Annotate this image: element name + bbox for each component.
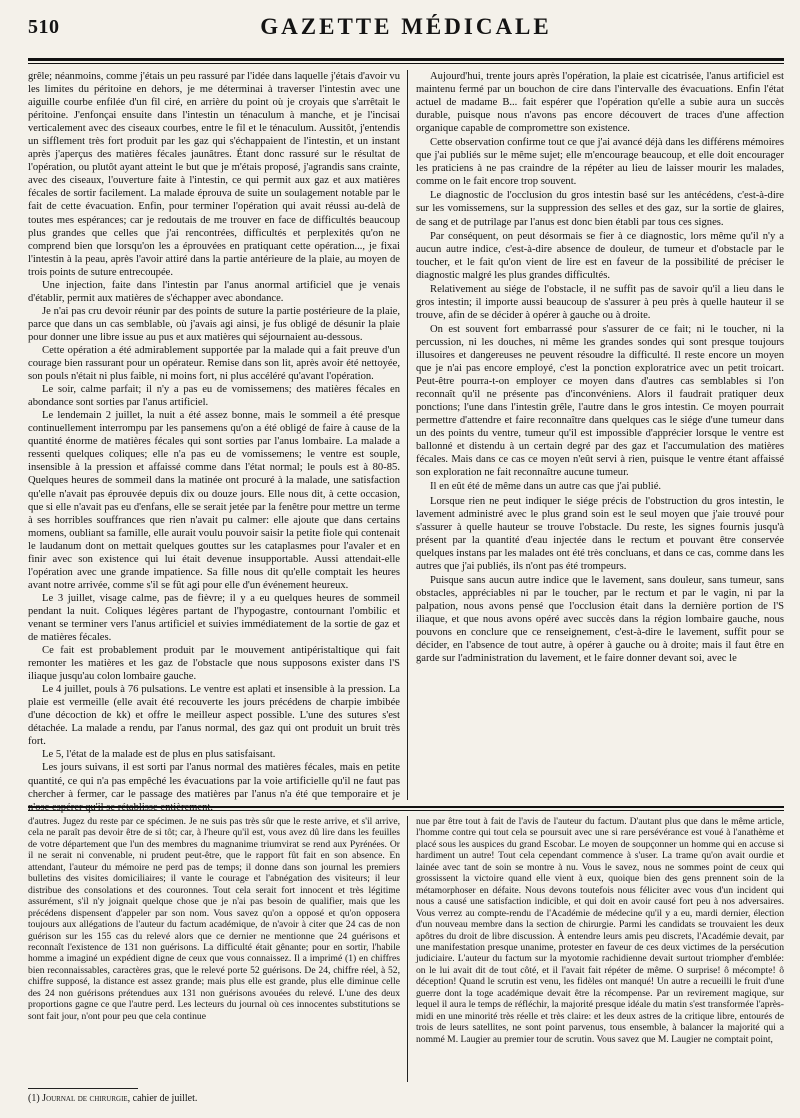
page-number: 510 xyxy=(28,16,60,38)
paragraph: nue par être tout à fait de l'avis de l'auteur du factum. D'autant plus que dans le même article, l'homme contre qui tout cela se poursuit avec une si rare persévérance est voué à l'anathème et placé sous les auspices du grand Escobar. Le moyen de soupçonner un homme qui en accuse si hardiment un autre! Tout cela cependant commence à s'user. La trame qu'on avait ourdie et lainée avec tant de soin se montre à nu. Vous le savez, nous ne sommes point de ceux qui grossissent la victoire quand elle vient à eux, quoique bien des gens prennent soin de la métamorphoser en défaite. Nous devons toutefois nous féliciter avec vous d'un incident qui nous a causé une satisfaction indicible, et qui doit en avoir causé fort peu à nos adversaires. Vous verrez au compte-rendu de l'Académie de médecine qu'il y a eu, mardi dernier, élection d'un nouveau membre dans la section de chirurgie. Parmi les candidats se trouvaient les deux apôtres du droit de libre discussion. À entendre leurs amis peu discrets, l'Académie devait, par une manifestation presque unanime, protester en faveur de ces deux victimes de la persécution judiciaire. L'auteur du factum sur la myotomie rachidienne devait surtout triompher d'emblée: on le lui avait dit de tout côté, et il l'avait fait répéter de même. O surprise! ô mécompte! ô déception! Quand le scrutin est venu, les fidèles ont manqué! Un autre a recueilli le fruit d'une guerre dont la toge académique devait être la récompense. Par un revirement magique, sur lequel il aura le temps de réfléchir, la majorité presque idéale du matin s'est transformée l'après-midi en une minorité très réelle et très claire: et les deux astres de la critique libre, entourés de trois de leurs satellites, ne sont point parvenus, tous ensemble, à balancer la majorité qui a nommé M. Laugier au premier tour de scrutin. Vous savez que M. Laugier ne comptait point, xyxy=(416,816,784,1045)
feuilleton-left-column xyxy=(28,816,400,1082)
page-header xyxy=(28,14,784,48)
footnote-text: , cahier de juillet. xyxy=(127,1093,198,1104)
paragraph: Cette observation confirme tout ce que j'ai avancé déjà dans les différens mémoires que j'ai publiés sur le même sujet; elle m'encourage beaucoup, et elle doit encourager les praticiens à ne pas craindre de la répéter au lieu de laisser mourir les malades, comme on le fait encore trop souvent. xyxy=(416,137,784,188)
column-divider xyxy=(407,70,408,800)
feuilleton-rule-thin xyxy=(28,810,784,811)
paragraph: Aujourd'hui, trente jours après l'opération, la plaie est cicatrisée, l'anus artificiel est maintenu fermé par un bouchon de cire dans l'intervalle des évacuations. Enfin l'état actuel de madame B... fait espérer que l'opération qu'elle a subie aura un succès durable, puisque nous n'avons pas encore découvert de traces d'une affection organique capable de compromettre son existence. xyxy=(416,71,784,135)
footnote-rule xyxy=(28,1088,138,1089)
paragraph: Lorsque rien ne peut indiquer le siége précis de l'obstruction du gros intestin, le lavement administré avec le plus grand soin est le seul moyen que j'aie trouvé pour s'assurer à quelle hauteur se trouve l'obstacle. Du reste, les signes fournis jusqu'à présent par la quantité d'eau injectée dans le rectum et pouvant être conservée quelques instans par les malades ont été très concluans, et dans ce cas, comme dans les autres que j'ai publiés, ils n'ont pas été trompeurs. xyxy=(416,495,785,572)
footnote-source: Journal de chirurgie xyxy=(42,1093,128,1104)
paragraph: d'autres. Jugez du reste par ce spécimen. Je ne suis pas très sûr que le reste arrive, et s'il arrive, cela ne paraît pas devoir être de si tôt; car, à l'heure qu'il est, vous avez dû lire dans les feuilles de votre département que l'un des membres du magnanime triumvirat se rend aux Pyrénées. Or il ne serait ni convenable, ni prudent peut-être, que le rapport fût fait en son absence. En attendant, l'auteur du mémoire ne perd pas de temps; il donne dans son journal les premiers bulletins des visites domiciliaires; il vante le courage et l'abnégation des visiteurs; il leur distribue des consolations et des couronnes. Tout cela serait fort innocent et très légitime assurément, s'il n'y joignait quelque chose que je n'ai pas besoin de qualifier, mais que les précédens dispensent d'appeler par son nom. Vous savez qu'on a opposé et qu'on opposera toujours aux allégations de l'auteur du factum académique, de n'avoir à citer que 24 cas de non guérison sur les 155 cas du relevé alors que ce dernier ne mentionne que 24 guérisons et reconnaît l'existence de 131 non guérisons. La difficulté était gênante; pour en sortir, l'habile homme a imaginé un expédient digne de ceux que vous connaissez. Il a imprimé (1) en chiffres bien reconnaissables, caractères gras, que le relevé porte 52 guérisons. De 24, chiffre réel, à 52, chiffre supposé, la distance est assez grande; mais plus elle est grande, plus elle diminue celle des 24 non guérisons prétendues aux 131 non guérisons avouées du relevé. L'une des deux proportions gagne ce que l'autre perd. Les lecteurs du journal où ces innocentes substitutions se sont fait jour, n'ont pour peu que cela continue xyxy=(28,816,400,1022)
main-article-right-column xyxy=(416,70,784,800)
paragraph: Le 5, l'état de la malade est de plus en plus satisfaisant. xyxy=(42,749,276,761)
paragraph: Le soir, calme parfait; il n'y a pas eu de vomissemens; des matières fécales en abondance sont sorties par l'anus artificiel. xyxy=(28,384,400,409)
paragraph: Par conséquent, on peut désormais se fier à ce diagnostic, lors même qu'il n'y a aucun autre indice, c'est-à-dire absence de douleur, de tumeur et d'obstacle par le toucher, et le fait qu'on vient de lire est en faveur de la possibilité de préciser le diagnostic malgré les plus grandes difficultés. xyxy=(416,230,784,281)
footnote xyxy=(28,1093,400,1105)
feuilleton-rule-thick xyxy=(28,806,784,808)
paragraph: Relativement au siége de l'obstacle, il ne suffit pas de savoir qu'il a lieu dans le gros intestin; il importe aussi beaucoup de s'assurer à peu près à quelle hauteur il se trouve, afin de se décider à opérer à gauche ou à droite. xyxy=(416,283,784,321)
paragraph: Les jours suivans, il est sorti par l'anus normal des matières fécales, mais en petite quantité, ce qui n'a pas empêché les évacuations par la voie artificielle qu'il ne faut pas chercher à fermer, car le passage des matières par l'anus n'a été que temporaire et je n'ose espérer qu'il se rétablisse entièrement. xyxy=(28,762,400,813)
paragraph: Ce fait est probablement produit par le mouvement antipéristaltique qui fait remonter les matières et les gaz de l'obstacle que nous supposons exister dans l'S iliaque jusqu'au colon lombaire gauche. xyxy=(28,645,400,683)
feuilleton-right-column xyxy=(416,816,784,1082)
journal-title: GAZETTE MÉDICALE xyxy=(260,14,552,39)
paragraph: Puisque sans aucun autre indice que le lavement, sans douleur, sans tumeur, sans obstacles, appréciables ni par le toucher, par le rectum et par le vagin, ni par la palpation, nous avons pensé que l'occlusion était dans la dernière portion de l'S iliaque, et que nous avons opéré avec succès dans la région lombaire gauche, nous pouvons en conclure que ce renseignement, c'est-à-dire le lavement, suffit pour se décider, en l'absence de tout autre, à opérer à gauche ou à droite; mais il faut être en garde sur l'administration du lavement, et le faire donner devant soi, avec le xyxy=(416,574,784,665)
paragraph: Le 3 juillet, visage calme, pas de fièvre; il y a eu quelques heures de sommeil pendant la nuit. Coliques légères partant de l'hypogastre, contournant l'ombilic et venant se terminer vers l'anus artificiel et suivies immédiatement de la sortie de gaz et de matières fécales. xyxy=(28,592,400,644)
paragraph: Je n'ai pas cru devoir réunir par des points de suture la partie postérieure de la plaie, parce que dans un cas semblable, où j'avais agi ainsi, je fus obligé de désunir la plaie pour donner une libre issue au pus et aux matières qui séjournaient au-dessous. xyxy=(28,305,400,343)
paragraph: Une injection, faite dans l'intestin par l'anus anormal artificiel que je venais d'établir, permit aux matières de s'échapper avec abondance. xyxy=(28,279,400,304)
paragraph: Il en eût été de même dans un autre cas que j'ai publié. xyxy=(430,481,662,493)
main-article xyxy=(28,70,785,813)
feuilleton xyxy=(28,816,784,1082)
header-rule-thick xyxy=(28,58,784,61)
column-divider xyxy=(407,816,408,1082)
paragraph: grêle; néanmoins, comme j'étais un peu rassuré par l'idée dans laquelle j'étais d'avoir vu les limites du péritoine en dehors, je me déterminai à traverser l'intestin avec une aiguille courbe enfilée d'un fil ciré, en arrière du point où je croyais que s'arrêtait le péritoine. J'enfonçai ensuite dans l'intestin un ténaculum à manche, et je l'incisai verticalement avec des ciseaux courbes, entre le fil et le ténaculum. Aussitôt, j'entendis un sifflement très fort produit par les gaz qui s'échappaient de l'intestin, et un instant après j'aperçus des matières fécales jaunâtres. Étant donc rassuré sur le résultat de l'opération, ou plutôt ayant atteint le but que je m'étais proposé, j'agrandis sans crainte, avec des ciseaux, l'ouverture faite à l'intestin, ce qui permit aux gaz et aux matières fécales de sortir facilement. La malade éprouva de suite un soulagement notable par le fait de cette évacuation. Enfin, pour terminer l'opération qui avait réussi au-delà de toutes mes espérances; car je redoutais de me trouver en face de difficultés beaucoup plus grandes que celles que j'ai rencontrées, difficultés et perplexités qu'on ne comprend bien que lorsqu'on les a éprouvées en pratiquant cette opération..., je fixai l'intestin à la peau, après l'avoir attiré dans la partie antérieure de la plaie, au moyen de trois points de suture entrecoupée. xyxy=(28,71,400,278)
footnote-marker: (1) xyxy=(28,1093,40,1104)
newspaper-page xyxy=(28,14,784,1110)
paragraph: Le lendemain 2 juillet, la nuit a été assez bonne, mais le sommeil a été presque continuellement interrompu par les pansemens qu'on a été obligé de faire à cause de la quantité énorme de matières fécales qui sont sorties par l'anus lombaire. La malade a ressenti quelques coliques; elle n'a pas eu de vomissemens; le ventre est souple, insensible à la pression et affaissé comme dans l'état normal; le pouls est à 80-85. Quelques heures de sommeil dans la matinée ont procuré à la malade, une satisfaction qu'elle n'avait pas éprouvée depuis dix ou douze jours. Elle nous dit, à cette occasion, que si elle n'avait pas eu d'enfans, elle se serait jetée par la fenêtre pour mettre un terme à ses horribles souffrances que rien n'avait pu calmer: elle ajoute que dans certains momens, oubliant sa famille, elle aurait voulu pouvoir saisir la petite fiole qui contenait le laudanum dont on mettait quelques gouttes sur les cataplasmes pour l'avaler et en finir avec son existence qui lui était devenue insupportable. Aussi attendait-elle l'opération avec une grande impatience. Sa fille nous dit qu'elle comptait les heures avant notre arrivée, comme s'il se fût agi pour elle d'un événement heureux. xyxy=(28,410,400,591)
header-rule-thin xyxy=(28,63,784,64)
paragraph: Le 4 juillet, pouls à 76 pulsations. Le ventre est aplati et insensible à la pression. La plaie est vermeille (elle avait été recouverte les jours précédens de charpie imbibée d'une décoction de kk) et offre le meilleur aspect possible. L'une des sutures s'est détachée. La malade a rendu, par l'anus normal, des gaz qui ont produit un bruit très fort. xyxy=(28,684,400,748)
paragraph: On est souvent fort embarrassé pour s'assurer de ce fait; ni le toucher, ni la percussion, ni les douches, ni même les grandes sondes qui sont presque toujours illusoires et dangereuses ne peuvent résoudre la difficulté. Il reste encore un moyen que je n'ai pas encore employé, c'est la ponction exploratrice avec un petit troicart. Peut-être pourra-t-on employer ce moyen dans d'autres cas semblables si l'on reconnaît qu'il ne présente pas d'inconvéniens. Alors il faudrait pratiquer deux ponctions; l'une dans l'intestin grêle, l'autre dans le gros intestin. Ce moyen pourrait permettre d'attendre et faire reconnaître dans quelques cas le siége d'une tumeur dans un des points du ventre, tumeur qu'il est impossible d'apprécier lorsque le ventre est ballonné et distendu à un certain degré par des gaz et l'accumulation des matières fécales. Mais dans ce cas ce moyen n'eût servi à rien, puisque le ventre étant affaissé son exploration ne fait reconnaître aucune tumeur. xyxy=(416,323,784,479)
paragraph: Cette opération a été admirablement supportée par la malade qui a fait preuve d'un courage bien rassurant pour un opérateur. Remise dans son lit, après avoir été nettoyée, son pouls n'était ni plus faible, ni moins fort, ni plus accéléré qu'avant l'opération. xyxy=(28,344,400,383)
paragraph: Le diagnostic de l'occlusion du gros intestin basé sur les antécédens, c'est-à-dire sur les vomissemens, sur la suppression des selles et des gaz, sur la sortie de glaires, de sang et de putrilage par l'anus est donc bien établi par tous ces signes. xyxy=(416,190,784,228)
main-article-left-column xyxy=(28,70,400,813)
